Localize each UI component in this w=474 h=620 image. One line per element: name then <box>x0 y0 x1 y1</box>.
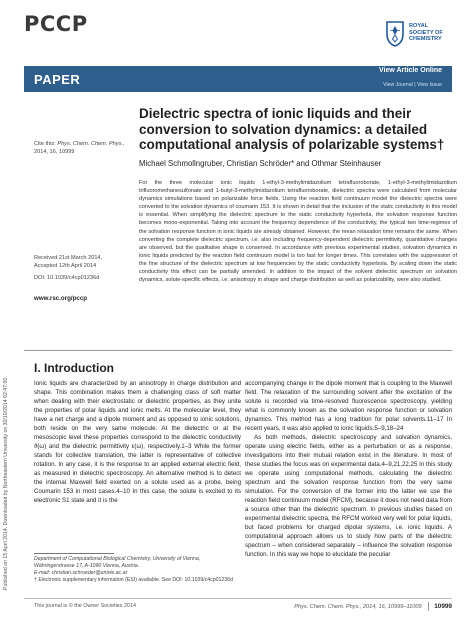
introduction-right-paragraph-2: As both methods, dielectric spectroscopy and solvation dynamics, operate using electric fields, either as a perturbation or as a response, investigations into their mutual relation exist in the literature. In most of these studies the focus was on experimental data.4–9,21,22,25 In this study we operate using computational methods, calculating the dielectric spectrum and the solvation response function from the very same simulation. For the conversion of the former into the latter we use the reaction field continuum model (RFCM), because it does not need data from a source other than the dielectric spectrum. In previous studies based on experimental dielectric spectra, the RFCM worked very well for polar liquids, but faced problems for charged dipolar systems, i.e. ionic liquids. A computational approach allows us to study how parts of the dielectric spectrum – when considered separately – influence the solvation response function. In this way we hope to elucidate the peculiar <box>245 433 452 558</box>
journal-url-link[interactable]: www.rsc.org/pccp <box>34 295 88 302</box>
page-number: 10999 <box>434 603 452 610</box>
section-divider <box>24 350 452 351</box>
introduction-right-paragraph-1: accompanying change in the dipole moment that is coupling to the Maxwell field. The relaxation of the surrounding solvent after the excitation of the solute is recorded via time-resolved fluorescence spectroscopy, yielding what is commonly known as the solvation response function or solvation dynamics. This method has a long tradition for polar solvents.11–17 In recent years, it was also applied to ionic liquids.5–9,18–24 <box>245 380 452 432</box>
view-article-online-link[interactable]: View Article Online <box>378 66 442 74</box>
introduction-heading: I. Introduction <box>34 361 114 375</box>
view-journal-link[interactable]: View Journal <box>383 82 413 89</box>
footnotes <box>34 556 241 584</box>
cite-block <box>34 141 134 156</box>
download-watermark: Published on 15 April 2014. Downloaded by Northeastern University on 30/10/2014 02:47:00. <box>3 376 9 590</box>
introduction-left-text: Ionic liquids are characterized by an anisotropy in charge distribution and shape. This combination makes them a challenging class of soft matter when dealing with their electrostatic or dielectric properties, as they unite the properties of polar liquids and ionic melts. At the molecular level, they have a net charge and a dipole moment and as opposed to ionic solutions, both reside on the very same molecule. At the dielectric or at the mesoscopic level these properties correspond to the dielectric conductivity ϑ(ω) and the dielectric permittivity ε(ω), respectively.1–3 While the former stands for collective translation, the latter is representative of collective rotation. In any case, it is the response to an applied external electric field, as measured in dielectric spectroscopy. An alternative method is to detect the internal Maxwell field exerted on a solute used as a probe, being Coumarin 153 in most cases.4–10 In this case, the solute is excited to its electronic S1 state and it is the <box>34 380 241 504</box>
left-column <box>34 362 241 543</box>
article-type-band <box>24 66 452 92</box>
received-date: Received 21st March 2014, <box>34 255 103 261</box>
cite-label: Cite this: <box>34 141 56 147</box>
abstract: For the three molecular ionic liquids 1-ethyl-3-methylimidazolium tetrafluoroborate, 1-ethyl-3-methylimidazolium trifluoromethanesulfonate and 1-butyl-3-methylimidazolium tetrafluoroborate, dielectric spectra were calculated from molecular dynamics simulations based on polarizable force fields. Using the reaction field continuum model the dielectric spectra were converted to the solvation dynamics of coumarin 153. It is shown in detail that the inclusion of the static conductivity in this model is essential. When simplifying the dielectric spectrum to the static conductivity hyperbola, the solvation response function becomes mono-exponential. Taking into account the frequency dependence of the conductivity, the typical two time-regimes of the solvation response function in ionic liquids are already obtained. However, the mean relaxation time remains the same. When converting the complete dielectric spectrum, i.e. also including frequency-dependent dielectric permittivity, quantitative changes are observed, but the qualitative shape is conserved. In accordance with previous experimental studies, solvation dynamics in ionic liquids predicted by the reaction field continuum model is too fast for longer times. This correlates with the suppression of the fine structure of the dielectric spectrum at low frequencies by the static conductivity hyperbola. By scaling down the static conductivity this effect can be partially amended. In addition to the impact of the solvent dielectric spectrum on solvation dynamics, solute-specific effects, i.e. anisotropy in shape and charge distribution as well as polarizability, were also studied. <box>139 180 457 284</box>
accepted-date: Accepted 12th April 2014 <box>34 262 97 269</box>
journal-name: PCCP <box>24 12 88 36</box>
rsc-crest-icon <box>384 18 406 48</box>
rsc-logo[interactable] <box>384 10 452 56</box>
publication-dates <box>34 255 134 283</box>
esi-note: † Electronic supplementary information (ESI) available. See DOI: 10.1039/c4cp01236d <box>34 577 233 584</box>
right-column <box>245 380 452 593</box>
affiliation-note: Department of Computational Biological Chemistry, University of Vienna, Währingerstrasse 17, A-1090 Vienna, Austria. <box>34 556 201 570</box>
article-title: Dielectric spectra of ionic liquids and their conversion to solvation dynamics: a detailed computational analysis of polarizable systems† <box>139 106 445 153</box>
article-type-label: PAPER <box>34 71 81 87</box>
email-note[interactable]: E-mail: christian.schroeder@univie.ac.at <box>34 570 127 577</box>
copyright-footer: This journal is © the Owner Societies 2014 <box>34 603 136 609</box>
cite-details: 2014, 16, 10999 <box>34 148 75 155</box>
page-footer <box>294 602 452 611</box>
footer-divider <box>428 602 429 611</box>
footer-rule <box>24 598 452 599</box>
footer-citation: Phys. Chem. Chem. Phys., 2014, 16, 10999–11009 <box>294 603 422 610</box>
view-issue-link[interactable]: View Issue <box>417 82 442 89</box>
cite-journal: Phys. Chem. Chem. Phys., <box>57 141 125 147</box>
author-list: Michael Schmollngruber, Christian Schröder* and Othmar Steinhauser <box>139 159 382 168</box>
rsc-logo-text: ROYAL SOCIETY OF CHEMISTRY <box>409 23 443 43</box>
article-links <box>379 67 442 91</box>
footnote-rule <box>34 553 114 554</box>
doi[interactable]: DOI: 10.1039/c4cp01236d <box>34 275 100 282</box>
link-divider: | <box>414 82 416 89</box>
